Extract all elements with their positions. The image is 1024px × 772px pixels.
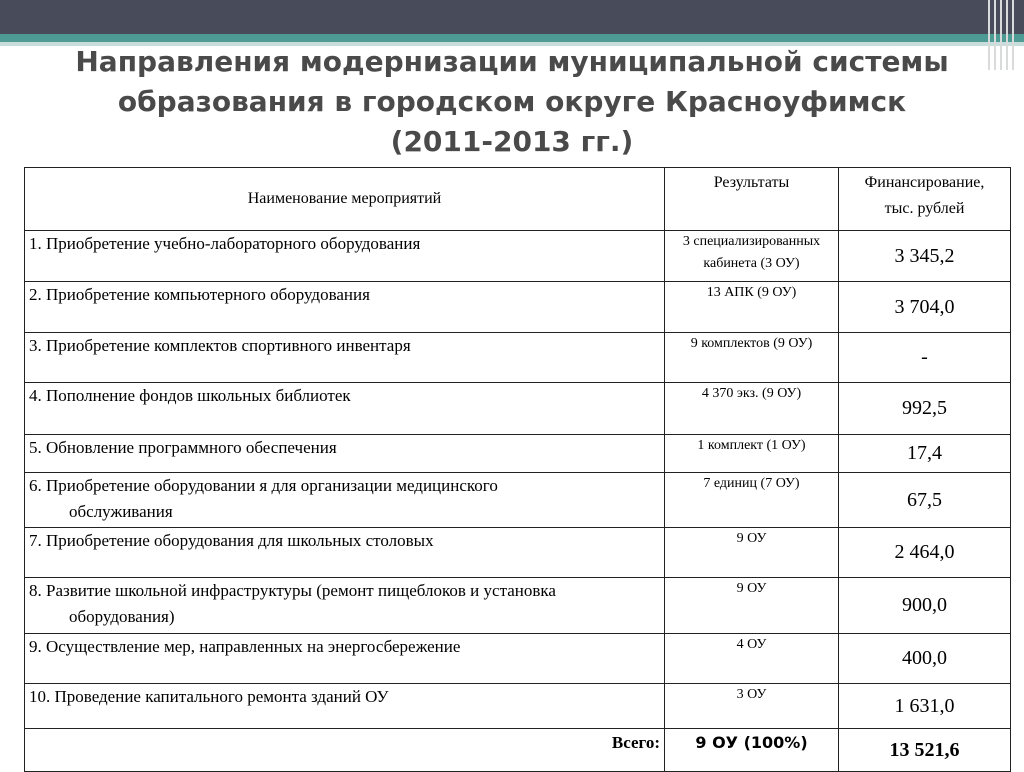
row-finance: 1 631,0: [839, 684, 1011, 729]
modernization-table: [24, 167, 1011, 772]
row-name: [25, 684, 665, 729]
row-name-text: 10. Проведение капитального ремонта зданий ОУ: [29, 687, 389, 706]
row-name-text: 7. Приобретение оборудования для школьных столовых: [29, 531, 434, 550]
row-results: [665, 231, 839, 282]
row-name: [25, 333, 665, 383]
row-name: [25, 435, 665, 473]
table-row: [25, 528, 1011, 578]
row-name: [25, 528, 665, 578]
row-results-line-1: 3 ОУ: [736, 687, 767, 702]
row-results: [665, 473, 839, 528]
row-name-text: 6. Приобретение оборудовании я для организации медицинского: [29, 476, 498, 495]
row-name: [25, 383, 665, 435]
header-bar: [0, 0, 1024, 34]
table-total-row: [25, 729, 1011, 772]
table-row: [25, 383, 1011, 435]
table-row: [25, 435, 1011, 473]
header-accent-stripe: [0, 34, 1024, 42]
row-finance: 2 464,0: [839, 528, 1011, 578]
row-name: [25, 473, 665, 528]
row-results-line-1: 4 ОУ: [736, 637, 767, 652]
row-name-text: 5. Обновление программного обеспечения: [29, 438, 337, 457]
row-results: [665, 528, 839, 578]
row-name: [25, 282, 665, 333]
row-results-line-1: 1 комплект (1 ОУ): [697, 438, 806, 453]
title-line-2: образования в городском округе Красноуфимск: [117, 85, 907, 118]
table-row: [25, 684, 1011, 729]
row-finance: 992,5: [839, 383, 1011, 435]
row-results-line-1: 9 ОУ: [736, 531, 767, 546]
row-results: [665, 282, 839, 333]
header-finance-line-2: тыс. рублей: [884, 200, 965, 217]
row-name-text: 1. Приобретение учебно-лабораторного оборудования: [29, 234, 421, 253]
total-label: Всего:: [25, 729, 665, 772]
row-results: [665, 383, 839, 435]
row-results: [665, 578, 839, 634]
row-name-text: 3. Приобретение комплектов спортивного инвентаря: [29, 336, 411, 355]
table-row: [25, 231, 1011, 282]
row-finance: 67,5: [839, 473, 1011, 528]
row-results-line-1: 4 370 экз. (9 ОУ): [701, 386, 802, 401]
row-name: [25, 634, 665, 684]
total-finance: 13 521,6: [839, 729, 1011, 772]
row-finance: 900,0: [839, 578, 1011, 634]
row-results: [665, 333, 839, 383]
header-results: Результаты: [665, 168, 839, 231]
row-finance: 17,4: [839, 435, 1011, 473]
header-name: Наименование мероприятий: [25, 168, 665, 231]
row-name: [25, 578, 665, 634]
table-row: [25, 578, 1011, 634]
table-header-row: [25, 168, 1011, 231]
row-name-text: 9. Осуществление мер, направленных на энергосбережение: [29, 637, 461, 656]
row-name-continuation: обслуживания: [69, 502, 173, 521]
title-line-1: Направления модернизации муниципальной системы: [75, 45, 949, 78]
row-name-text: 2. Приобретение компьютерного оборудования: [29, 285, 370, 304]
row-results-line-1: 9 ОУ: [736, 581, 767, 596]
row-finance: 3 345,2: [839, 231, 1011, 282]
row-finance: 3 704,0: [839, 282, 1011, 333]
total-results: 9 ОУ (100%): [665, 729, 839, 772]
table-row: [25, 333, 1011, 383]
row-results: [665, 634, 839, 684]
row-finance: 400,0: [839, 634, 1011, 684]
row-name-text: 4. Пополнение фондов школьных библиотек: [29, 386, 351, 405]
slide-title: [0, 42, 1024, 162]
header-finance: [839, 168, 1011, 231]
title-line-3: (2011-2013 гг.): [390, 125, 634, 158]
table-row: [25, 473, 1011, 528]
row-name: [25, 231, 665, 282]
header-finance-line-1: Финансирование,: [864, 174, 985, 191]
row-results-line-1: 7 единиц (7 ОУ): [703, 476, 800, 491]
row-finance: -: [839, 333, 1011, 383]
table-row: [25, 282, 1011, 333]
row-name-text: 8. Развитие школьной инфраструктуры (ремонт пищеблоков и установка: [29, 581, 556, 600]
row-results-line-1: 3 специализированных: [682, 234, 821, 249]
row-results-line-1: 13 АПК (9 ОУ): [706, 285, 797, 300]
row-results: [665, 435, 839, 473]
row-results-line-2: кабинета (3 ОУ): [703, 256, 800, 271]
table-row: [25, 634, 1011, 684]
row-name-continuation: оборудования): [69, 607, 175, 626]
row-results-line-1: 9 комплектов (9 ОУ): [690, 336, 813, 351]
row-results: [665, 684, 839, 729]
